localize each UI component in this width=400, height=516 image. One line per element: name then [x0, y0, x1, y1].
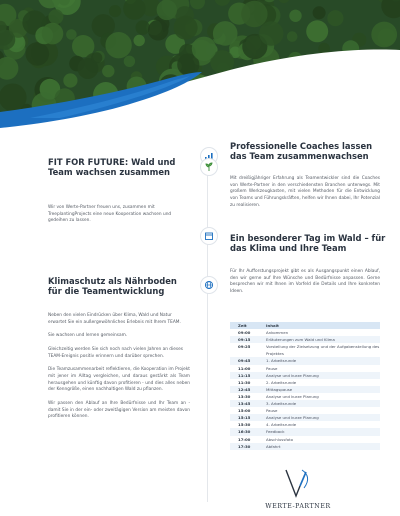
forest-canopy-illustration — [0, 0, 400, 138]
schedule-time: 13:30 — [238, 393, 251, 399]
schedule-time: 09:25 — [238, 344, 251, 350]
schedule-time: 16:30 — [238, 429, 251, 435]
schedule-activity: 1. Arbeitsrunde — [266, 358, 297, 364]
schedule-row — [230, 372, 380, 379]
paragraph: Wir passen den Ablauf an Ihre Bedürfnisse und Ihr Team an - damit Sie in der ein- oder zweitägigen Version am meisten davon profitieren können. — [48, 400, 190, 420]
schedule-activity: Ankommen — [266, 330, 289, 336]
schedule-activity: Vorstellung der Zielsetzung und der Aufgabenstellung des Projektes — [266, 344, 380, 357]
coaches-paragraph: Mit dreißigjähriger Erfahrung als Teamentwickler sind die Coaches von Werte-Partner in den verschiedensten Branchen unterwegs. Mit großem Werkzeugkasten, mit vielen Methoden für die Entwicklung von Teams und Führungskräften, helfen wir Ihnen dabei, Ihr Potenzial zu realisieren. — [230, 176, 380, 208]
schedule-activity: 4. Arbeitsrunde — [266, 422, 297, 428]
paragraph: Gleichzeitig werden Sie sich noch nach vielen Jahren an dieses TEAM-Ereignis positiv erinnern und darüber sprechen. — [48, 346, 183, 359]
schedule-table — [230, 322, 380, 450]
schedule-row — [230, 421, 380, 428]
heading-besonderer-tag: Ein besonderer Tag im Wald – für das Klima und Ihre Team — [230, 233, 386, 254]
ablauf-paragraph: Für Ihr Aufforstungsprojekt gibt es als Ausgangspunkt einen Ablauf, den wir gerne auf Ihre Wünsche und Bedürfnisse anpassen. Gerne besprechen wir mit Ihnen im Vorfeld die Details und Ihre konkreten Ideen. — [230, 269, 380, 294]
schedule-row — [230, 336, 380, 343]
forest-header-image — [0, 0, 400, 138]
schedule-time: 15:15 — [238, 415, 251, 421]
schedule-time: 17:30 — [238, 443, 251, 449]
column-header-time: Zeit — [238, 323, 247, 328]
schedule-row — [230, 414, 380, 421]
schedule-header-row — [230, 322, 380, 329]
heading-fit-for-future: FIT FOR FUTURE: Wald und Team wachsen zusammen — [48, 157, 176, 178]
schedule-row — [230, 386, 380, 393]
schedule-time: 15:30 — [238, 422, 251, 428]
logo-wordmark: WERTE-PARTNER — [265, 503, 331, 510]
calendar-icon — [201, 228, 217, 244]
schedule-row — [230, 343, 380, 357]
schedule-time: 09:00 — [238, 330, 251, 336]
schedule-activity: 2. Arbeitsrunde — [266, 379, 297, 385]
heading-coaches: Professionelle Coaches lassen das Team zusammenwachsen — [230, 141, 373, 162]
schedule-row — [230, 393, 380, 400]
schedule-activity: Analyse und kurze Planung — [266, 415, 319, 421]
schedule-row — [230, 379, 380, 386]
schedule-activity: Pause — [266, 365, 278, 371]
schedule-row — [230, 329, 380, 336]
schedule-activity: Analyse und kurze Planung — [266, 393, 319, 399]
schedule-row — [230, 400, 380, 407]
paragraph: Neben den vielen Eindrücken über Klima, Wald und Natur erwartet Sie ein außergewöhnliches Erlebnis mit Ihrem TEAM. — [48, 313, 181, 325]
schedule-time: 11:15 — [238, 372, 251, 378]
paragraph: Die Teamzusammenarbeit reflektieren, die Kooperation im Projekt mit jener im Alltag vergleichen, und daraus gestärkt als Team herausgehen und künftig davon profitieren - und dies alles neben der Kenngröße, einen nachhaltigen Wald zu pflanzen. — [48, 367, 190, 393]
schedule-row — [230, 436, 380, 443]
schedule-time: 11:00 — [238, 365, 251, 371]
schedule-time: 09:15 — [238, 337, 251, 343]
klimaschutz-text — [48, 313, 190, 428]
schedule-time: 11:30 — [238, 379, 251, 385]
globe-icon — [201, 277, 217, 293]
schedule-activity: Feedback — [266, 429, 285, 435]
schedule-activity: Analyse und kurze Planung — [266, 372, 319, 378]
sprout-icon — [201, 159, 217, 175]
schedule-activity: Erläuterungen zum Wald und Klima — [266, 337, 335, 343]
schedule-time: 12:45 — [238, 386, 251, 392]
column-divider — [207, 150, 208, 502]
schedule-row — [230, 357, 380, 364]
schedule-activity: 3. Arbeitsrunde — [266, 401, 297, 407]
schedule-row — [230, 365, 380, 372]
schedule-activity: Abschlussfoto — [266, 436, 294, 442]
schedule-row — [230, 443, 380, 450]
schedule-row — [230, 407, 380, 414]
schedule-row — [230, 428, 380, 435]
schedule-time: 13:45 — [238, 401, 251, 407]
schedule-activity: Mittagspause — [266, 386, 293, 392]
schedule-activity: Abfahrt — [266, 443, 281, 449]
schedule-time: 15:00 — [238, 408, 251, 414]
column-header-activity: Inhalt — [266, 323, 279, 328]
schedule-activity: Pause — [266, 408, 278, 414]
heading-klimaschutz: Klimaschutz als Nährboden für die Teamentwicklung — [48, 276, 177, 297]
logo-mark-icon — [278, 468, 318, 500]
paragraph: Sie wachsen und lernen gemeinsam. — [48, 333, 128, 339]
schedule-time: 17:00 — [238, 436, 251, 442]
schedule-time: 09:45 — [238, 358, 251, 364]
werte-partner-logo — [258, 468, 338, 510]
intro-paragraph: Wir von Werte-Partner freuen uns, zusammen mit TreeplantingProjects eine neue Kooperation wachsen und gedeihen zu lassen. — [48, 205, 172, 224]
